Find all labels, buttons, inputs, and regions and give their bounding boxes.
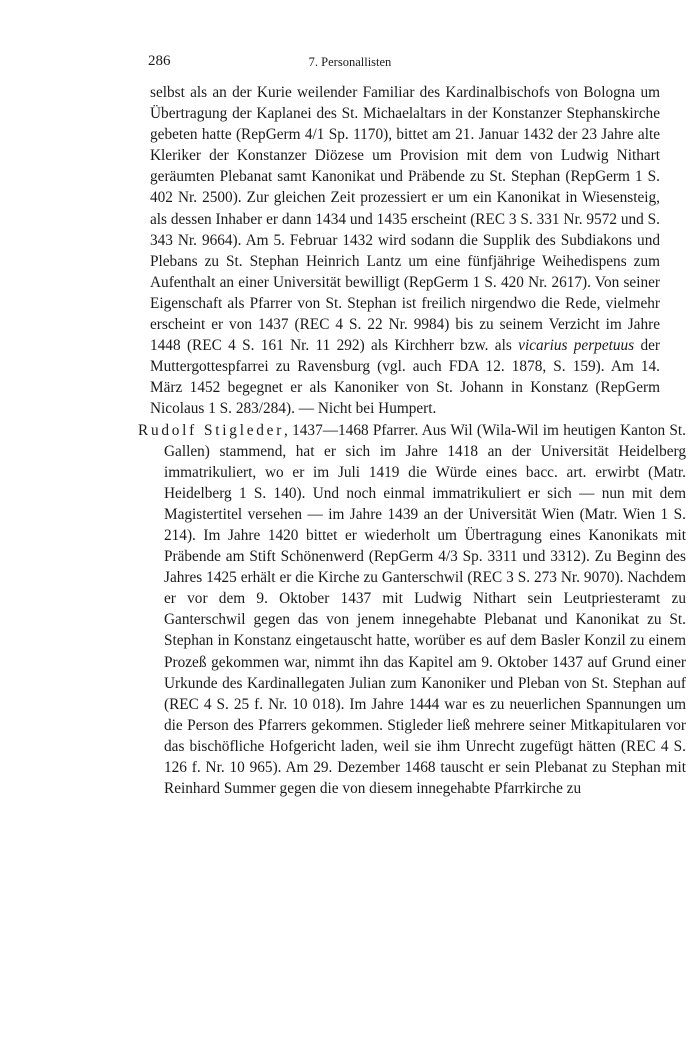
- entry-paragraph: [138, 420, 686, 800]
- page-number: 286: [148, 53, 171, 69]
- paragraph-text: selbst als an der Kurie weilender Familiar des Kardinalbischofs von Bologna um Übertragung der Kaplanei des St. Michaelaltars in der Konstanzer Stephanskirche gebeten hatte (RepGerm 4/1 Sp. 1170), bittet am 21. Januar 1432 der 23 Jahre alte Kleriker der Konstanzer Diözese um Provision mit dem von Ludwig Nithart geräumten Plebanat samt Kanonikat und Präbende zu St. Stephan (RepGerm 1 S. 402 Nr. 2500). Zur gleichen Zeit prozessiert er um ein Kanonikat in Wiesensteig, als dessen Inhaber er dann 1434 und 1435 erscheint (REC 3 S. 331 Nr. 9572 und S. 343 Nr. 9664). Am 5. Februar 1432 wird sodann die Supplik des Subdiakons und Plebans zu St. Stephan Heinrich Lantz um eine fünfjährige Weihedispens zum Aufenthalt an einer Universität bewilligt (RepGerm 1 S. 420 Nr. 2617). Von seiner Eigenschaft als Pfarrer von St. Stephan ist freilich nirgendwo die Rede, vielmehr erscheint er von 1437 (REC 4 S. 22 Nr. 9984) bis zu seinem Verzicht im Jahre 1448 (REC 4 S. 161 Nr. 11 292) als Kirchherr bzw. als: [150, 84, 660, 355]
- italic-term: vicarius perpetuus: [518, 337, 635, 355]
- body-text: [138, 82, 686, 799]
- entry-text: , 1437—1468 Pfarrer. Aus Wil (Wila-Wil im heutigen Kanton St. Gallen) stammend, hat er sich im Jahre 1418 an der Universität Heidelberg immatrikuliert, wo er im Juli 1419 die Würde eines bacc. art. erwirbt (Matr. Heidelberg 1 S. 140). Und noch einmal immatrikuliert er sich — nun mit dem Magistertitel versehen — im Jahre 1439 an der Universität Wien (Matr. Wien 1 S. 214). Im Jahre 1420 bittet er wiederholt um Übertragung eines Kanonikats mit Präbende am Stift Schönenwerd (RepGerm 4/3 Sp. 3311 und 3312). Zu Beginn des Jahres 1425 erhält er die Kirche zu Ganterschwil (REC 3 S. 273 Nr. 9070). Nachdem er vor dem 9. Oktober 1437 mit Ludwig Nithart sein Leutpriesteramt zu Ganterschwil gegen das von jenem innegehabte Plebanat und Kanonikat zu St. Stephan in Konstanz eingetauscht hatte, worüber es auf dem Basler Konzil zu einem Prozeß gekommen war, nimmt ihn das Kapitel am 9. Oktober 1437 auf Grund einer Urkunde des Kardinallegaten Julian zum Kanoniker und Pleban von St. Stephan auf (REC 4 S. 25 f. Nr. 10 018). Im Jahre 1444 war es zu neuerlichen Spannungen um die Person des Pfarrers gekommen. Stigleder ließ mehrere seiner Mitkapitularen vor das bischöfliche Hofgericht laden, weil sie ihm Unrecht zugefügt hätten (REC 4 S. 126 f. Nr. 10 965). Am 29. Dezember 1468 tauscht er sein Plebanat zu Stephan mit Reinhard Summer gegen die von diesem innegehabte Pfarrkirche zu: [164, 421, 686, 798]
- entry-name: Rudolf Stigleder: [138, 421, 285, 439]
- running-title: 7. Personallisten: [308, 55, 392, 69]
- paragraph-continuation: [150, 82, 660, 420]
- paragraph-text-after: der Muttergottespfarrei zu Ravensburg (vgl. auch FDA 12. 1878, S. 159). Am 14. März 1452 begegnet er als Kanoniker von St. Johann in Konstanz (RepGerm Nicolaus 1 S. 283/284). — Nicht bei Humpert.: [150, 337, 661, 418]
